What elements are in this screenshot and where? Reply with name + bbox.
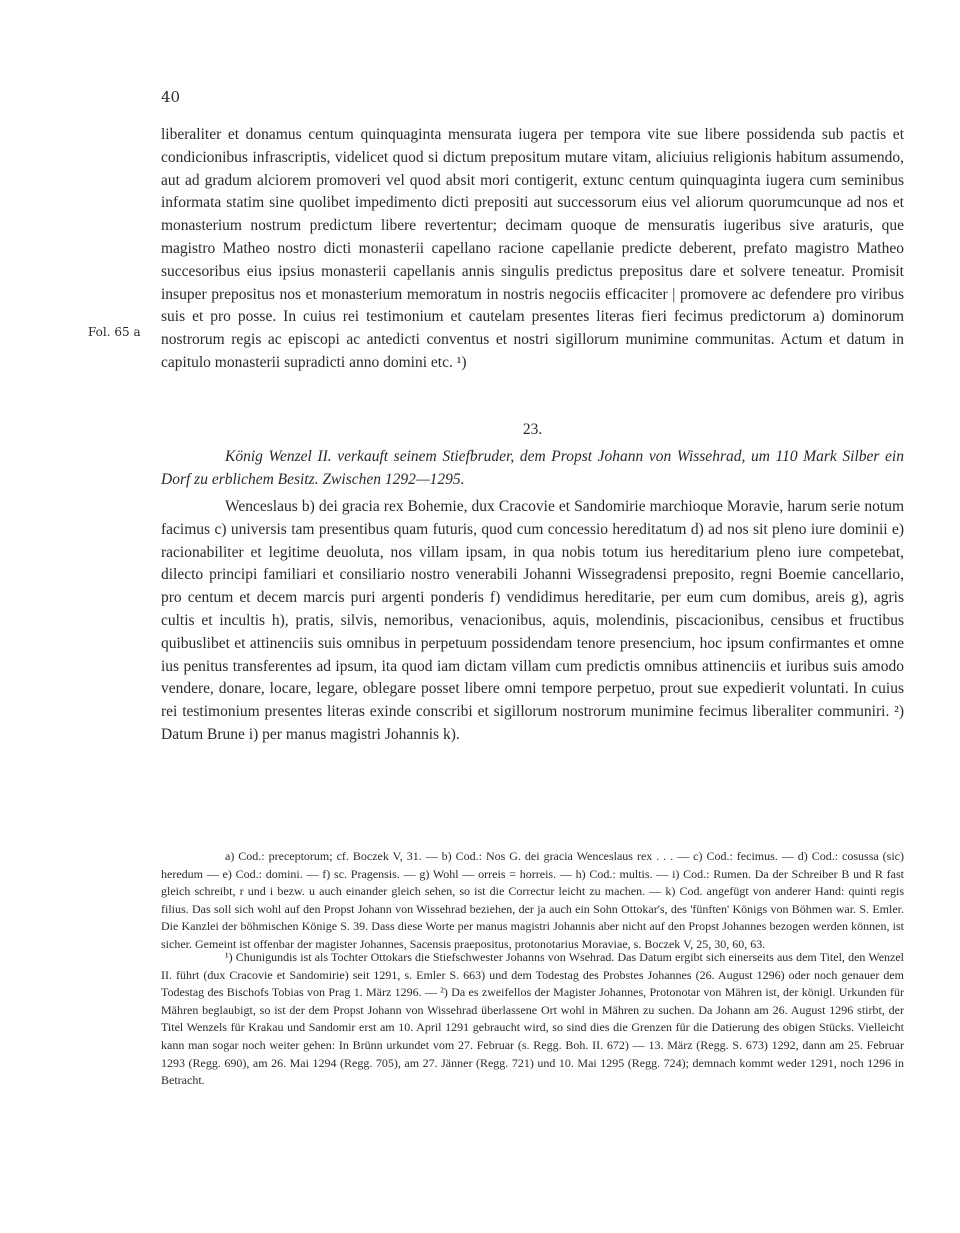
- charter-text-continued: liberaliter et donamus centum quinquaginta mensurata iugera per tempora vite sue libere possidenda sub pactis et condicionibus infrascriptis, videlicet quod si dictum prepositum mutare vitam, aliciuius religionis habitum assumendo, aut ad gradum alciorem promoveri vel quod absit mori contigerit, extunc centum quinquaginta iugera cum seminibus informata statim sine quolibet impedimento dicti prepositi aut successorum eius vel aliorum quorumcunque ad nos et monasterium nostrum predictum libere revertentur; decimam quoque de mensuratis iugeribus sive araturis, que magistro Matheo nostro dicti monasterii capellano racione capellanie predicte deberent, prefato magistro Matheo succesoribus eius ipsius monasterii capellanis annis singulis predictus prepositus dare et solvere teneatur. Promisit insuper prepositus nos et monasterium memoratum in nostris negociis efficaciter | promovere ac defendere pro viribus suis et pro posse. In cuius rei testimonium et cautelam presentes literas fieri fecimus predictorum a) dominorum nostrorum regis ac episcopi ac antedicti conventus et nostri sigillorum munimine communitas. Actum et datum in capitulo monasterii supradicti anno domini etc. ¹): [161, 126, 904, 371]
- folio-margin-note: Fol. 65 a: [88, 325, 141, 339]
- page-number: 40: [161, 88, 181, 106]
- document-number: 23.: [522, 421, 543, 438]
- apparatus-letter-notes: a) Cod.: preceptorum; cf. Boczek V, 31. — b) Cod.: Nos G. dei gracia Wenceslaus rex . . . — c) Cod.: fecimus. — d) Cod.: cosussa (sic) heredum — e) Cod.: domini. — f) sc. Pragensis. — g) Wohl — orreis = horreis. — h) Cod.: multis. — i) Cod.: Rumen. Da der Schreiber B und R fast gleich schreibt, r und i bezw. u auch einander gleich sehen, so ist die Correctur leicht zu machen. — k) Cod. angefügt von anderer Hand: quinti regis filius. Das soll sich wohl auf den Propst Johann von Wissehrad beziehen, der ja auch ein Sohn Ottokar's, des 'fünften' Königs von Böhmen war. S. Emler. Die Kanzlei der böhmischen Könige S. 39. Dass diese Worte per manus magistri Johannis aber nicht auf den Propst Johannes bezogen werden können, ist sicher. Gemeint ist offenbar der magister Johannes, Sacensis praepositus, protonotarius Moraviae, s. Boczek V, 25, 30, 60, 63.: [161, 849, 904, 951]
- apparatus-numbered-notes: ¹) Chunigundis ist als Tochter Ottokars die Stiefschwester Johanns von Wsehrad. Das Datum ergibt sich einerseits aus dem Titel, den Wenzel II. führt (dux Cracovie et Sandomirie) seit 1291, s. Emler S. 663) und dem Todestag des Probstes Johannes (26. August 1296) oder noch genauer dem Todestag des Bischofs Tobias von Prag 1. März 1296. — ²) Da es zweifellos der Magister Johannes, Protonotar von Mähren ist, der königl. Urkunden für Mähren beglaubigt, so ist der dem Propst Johann von Wissehrad überlassene Ort wohl in Mähren zu suchen. Da Johann am 26. August 1296 stirbt, der Titel Wenzels für Krakau und Sandomir erst am 10. April 1291 gebraucht wird, so sind dies die Grenzen für die Datierung des obigen Stücks. Vielleicht kann man sogar noch weiter gehen: In Brünn urkundet vom 27. Februar (s. Regg. Boh. II. 672) — 13. März (Regg. S. 673) 1292, dann am 25. Februar 1293 (Regg. 690), am 26. Mai 1294 (Regg. 705), am 27. Jänner (Regg. 721) und 10. Mai 1295 (Regg. 724); demnach kommt weder 1291, noch 1296 in Betracht.: [161, 950, 904, 1088]
- document-regest: König Wenzel II. verkauft seinem Stiefbruder, dem Propst Johann von Wissehrad, um 110 Mark Silber ein Dorf zu erblichem Besitz. Zwischen 1292—1295.: [161, 448, 904, 488]
- document-text: Wenceslaus b) dei gracia rex Bohemie, dux Cracovie et Sandomirie marchioque Moravie, harum serie notum facimus c) universis tam presentibus quam futuris, quod cum concessio hereditatum d) ad nos sit pleno iure dominii e) racionabiliter et legitime deuoluta, nos villam ipsam, in qua nobis totum ius hereditarium pleno iure competebat, dilecto principi familiari et consiliario nostro venerabili Johanni Wissegradensi preposito, regni Boemie cancellario, pro centum et decem marcis puri argenti ponderis f) vendidimus hereditarie, per eum cum domibus, areis g), agris cultis et incultis h), pratis, silvis, nemoribus, venacionibus, aquis, molendinis, piscacionibus, censibus et fructibus quibuslibet et attinenciis suis omnibus in perpetuum possidendam tenore presencium, hoc ipsum confirmantes et omne ius penitus transferentes ad ipsum, ita quod iam dictam villam cum predictis omnibus attinenciis et iuribus suis amodo vendere, donare, locare, legare, oblegare posset libere omni tempore perpetuo, prout sue expedierit voluntati. In cuius rei testimonium presentes literas exinde conscribi et sigillorum nostrorum munimine fecimus liberaliter communiri. ²) Datum Brune i) per manus magistri Johannis k).: [161, 498, 904, 743]
